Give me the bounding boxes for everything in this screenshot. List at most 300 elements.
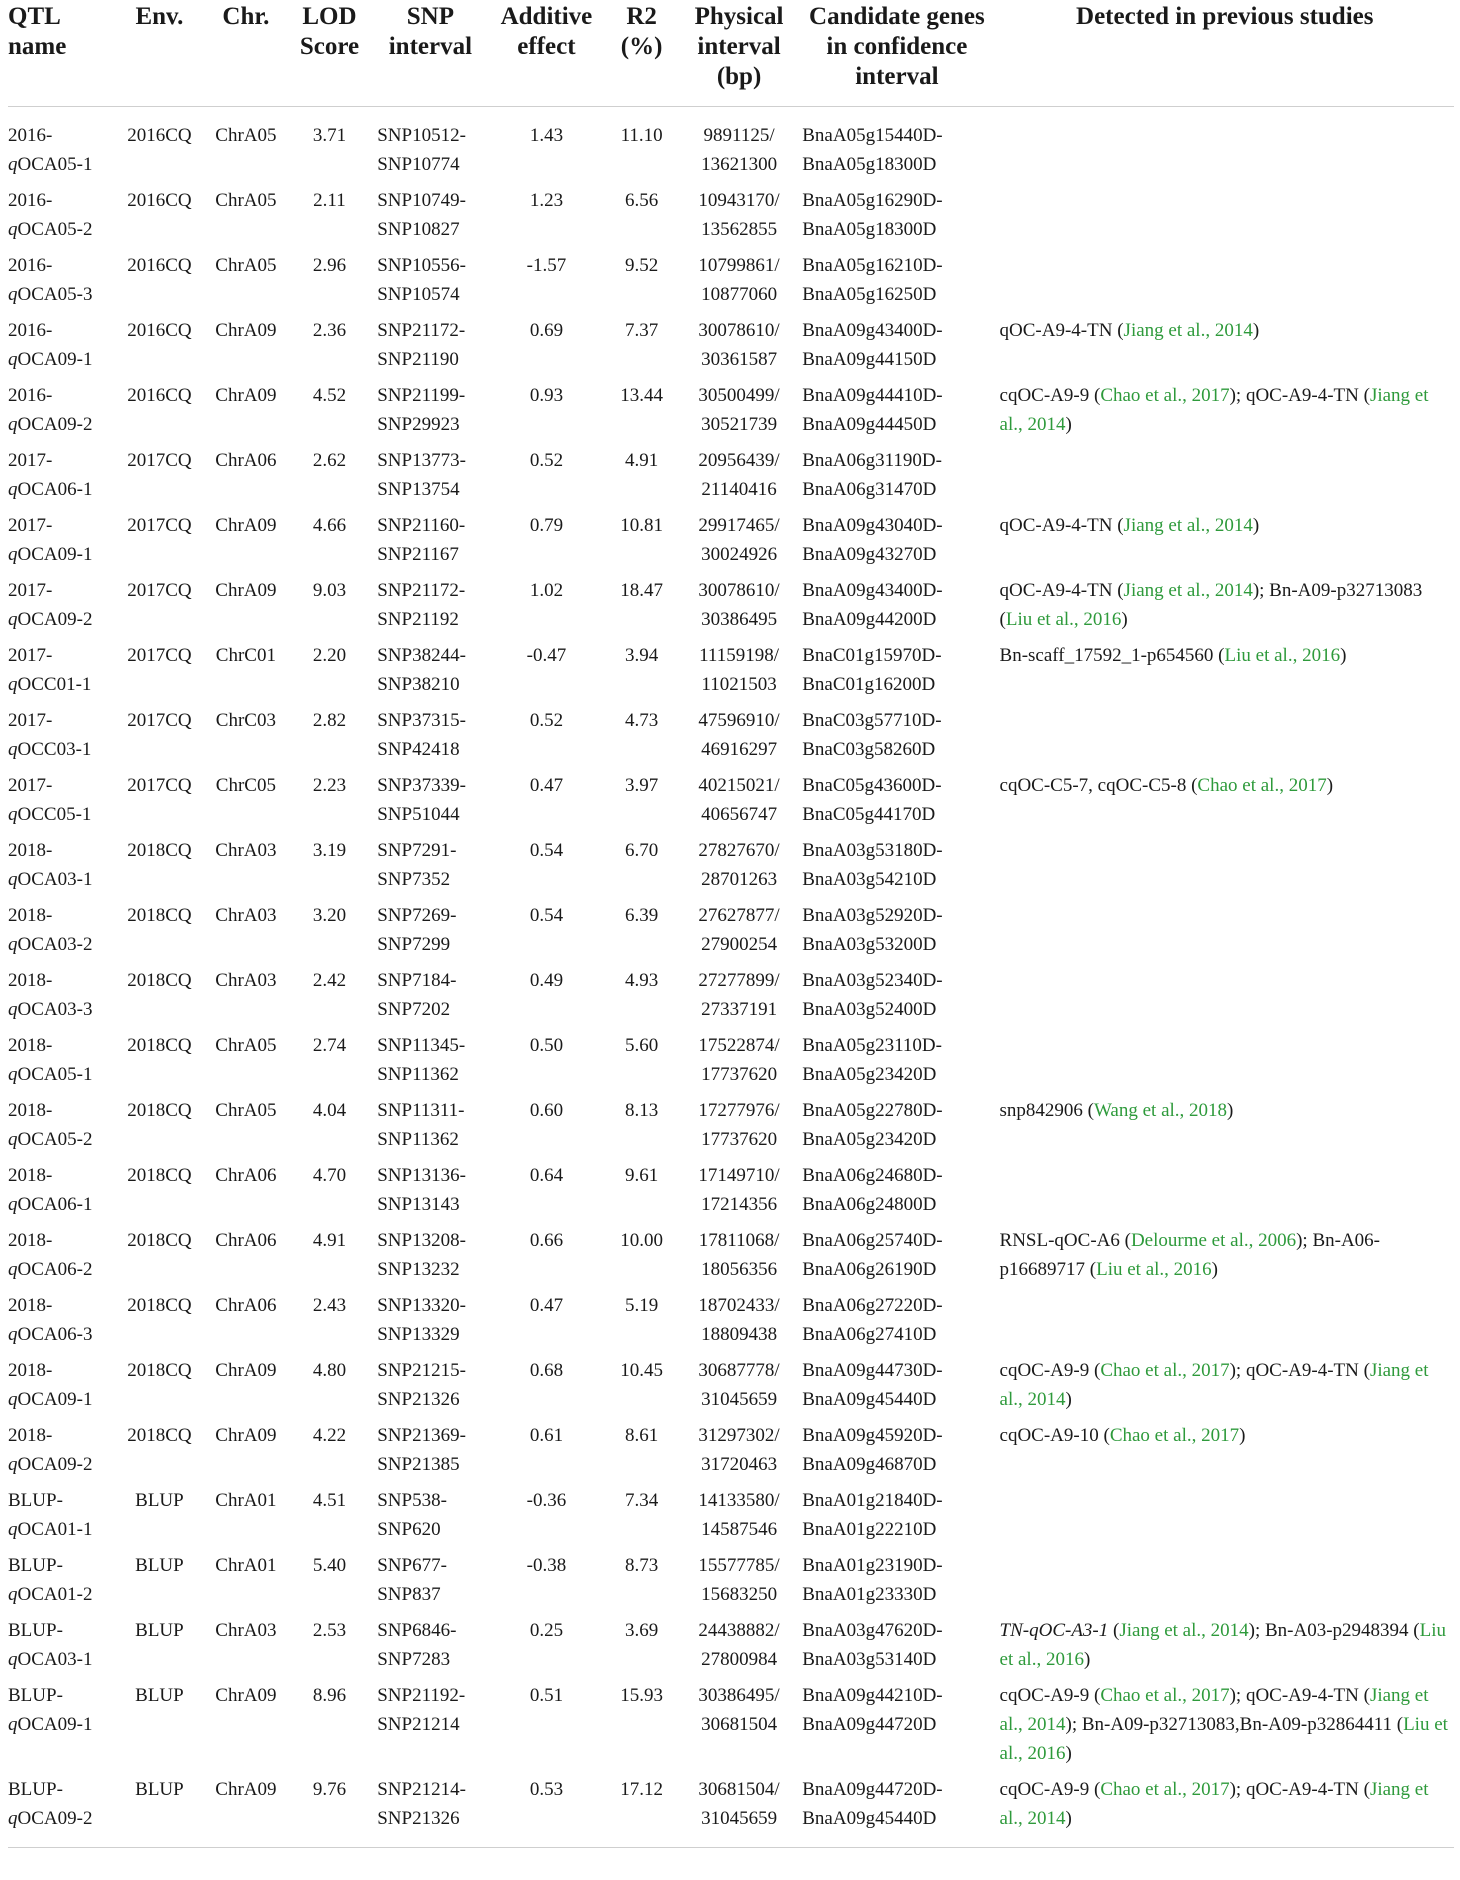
r2-value: 15.93 [620, 1685, 663, 1706]
table-row [8, 511, 1454, 576]
additive-cell [490, 1616, 604, 1681]
gene-start: BnaA09g45920D- [802, 1425, 943, 1446]
r2-cell [603, 576, 680, 641]
lod-value: 2.43 [312, 1295, 347, 1316]
gene-end: BnaA05g23420D [802, 1129, 937, 1150]
physical-end: 11021503 [701, 674, 777, 695]
table-header [8, 0, 1454, 107]
citation-link[interactable]: Jiang et al., 2014 [999, 1779, 1429, 1829]
qtl-name-q: q [8, 154, 18, 175]
chr-cell [204, 1226, 288, 1291]
env-cell [115, 1031, 204, 1096]
qtl-name-prefix: 2016- [8, 125, 53, 146]
qtl-name-q: q [8, 804, 18, 825]
lod-value: 4.70 [312, 1165, 347, 1186]
citation-link[interactable]: Jiang et al., 2014 [1123, 580, 1253, 601]
gene-end: BnaC01g16200D [802, 674, 936, 695]
qtl-name-prefix: 2016- [8, 385, 53, 406]
physical-end: 27800984 [701, 1649, 778, 1670]
snp-start: SNP538- [377, 1490, 447, 1511]
qtl-name-prefix: 2017- [8, 515, 53, 536]
chr-value: ChrC01 [215, 645, 276, 666]
snp-start: SNP13136- [377, 1165, 466, 1186]
snp-cell [371, 107, 489, 187]
additive-cell [490, 1421, 604, 1486]
r2-value: 10.00 [620, 1230, 663, 1251]
qtl-name-q: q [8, 1584, 18, 1605]
previous-studies-cell [996, 1356, 1454, 1421]
r2-value: 8.73 [624, 1555, 659, 1576]
r2-cell [603, 1031, 680, 1096]
gene-end: BnaA09g46870D [802, 1454, 937, 1475]
header-snp: SNP interval [388, 3, 473, 60]
chr-value: ChrA09 [215, 580, 277, 601]
gene-end: BnaA03g53200D [802, 934, 937, 955]
genes-cell [798, 1775, 995, 1848]
lod-value: 4.51 [312, 1490, 347, 1511]
previous-text: qOC-A9-4-TN ( [999, 580, 1124, 601]
additive-cell [490, 381, 604, 446]
snp-cell [371, 1486, 489, 1551]
table-row [8, 316, 1454, 381]
qtl-name-rest: OCA03-3 [17, 999, 93, 1020]
additive-value: -1.57 [526, 255, 567, 276]
lod-cell [288, 1775, 372, 1848]
genes-cell [798, 1291, 995, 1356]
lod-value: 2.74 [312, 1035, 347, 1056]
gene-start: BnaA09g44720D- [802, 1779, 943, 1800]
gene-end: BnaA05g23420D [802, 1064, 937, 1085]
previous-text: ); Bn-A06-p16689717 ( [999, 1230, 1381, 1280]
env-value: 2016CQ [127, 190, 192, 211]
r2-cell [603, 1161, 680, 1226]
physical-start: 27277899/ [698, 970, 780, 991]
gene-end: BnaA01g22210D [802, 1519, 937, 1540]
qtl-table [8, 0, 1454, 1848]
snp-cell [371, 901, 489, 966]
previous-studies-cell [996, 1775, 1454, 1848]
previous-studies-cell [996, 641, 1454, 706]
qtl-name-rest: OCA09-2 [17, 414, 93, 435]
r2-value: 6.39 [624, 905, 659, 926]
physical-start: 24438882/ [698, 1620, 780, 1641]
previous-studies-cell [996, 1616, 1454, 1681]
lod-value: 9.76 [312, 1779, 347, 1800]
previous-studies-cell [996, 1291, 1454, 1356]
physical-start: 29917465/ [698, 515, 780, 536]
snp-cell [371, 1616, 489, 1681]
r2-value: 9.61 [624, 1165, 659, 1186]
qtl-name-rest: OCA01-1 [17, 1519, 93, 1540]
lod-cell [288, 1616, 372, 1681]
chr-cell [204, 966, 288, 1031]
chr-value: ChrA03 [215, 905, 277, 926]
qtl-name-rest: OCA01-2 [17, 1584, 93, 1605]
physical-start: 20956439/ [698, 450, 780, 471]
additive-value: 0.68 [529, 1360, 564, 1381]
snp-end: SNP7299 [377, 934, 451, 955]
additive-cell [490, 1226, 604, 1291]
citation-link[interactable]: Chao et al., 2017 [1109, 1425, 1240, 1446]
chr-cell [204, 186, 288, 251]
header-additive: Additive effect [500, 3, 593, 60]
citation-link[interactable]: Jiang et al., 2014 [999, 1360, 1429, 1410]
r2-cell [603, 107, 680, 187]
citation-link[interactable]: Delourme et al., 2006 [1130, 1230, 1297, 1251]
qtl-name-rest: OCA05-2 [17, 219, 93, 240]
citation-link[interactable]: Jiang et al., 2014 [999, 1685, 1429, 1735]
gene-end: BnaC05g44170D [802, 804, 936, 825]
additive-cell [490, 107, 604, 187]
citation-link[interactable]: Chao et al., 2017 [1100, 1685, 1230, 1706]
chr-cell [204, 1291, 288, 1356]
qtl-name-prefix: 2018- [8, 1035, 53, 1056]
genes-cell [798, 966, 995, 1031]
gene-end: BnaA09g44150D [802, 349, 937, 370]
table-row [8, 1421, 1454, 1486]
header-qtl-name: QTL name [8, 3, 67, 60]
gene-start: BnaA03g52340D- [802, 970, 943, 991]
gene-start: BnaA06g25740D- [802, 1230, 943, 1251]
physical-start: 17522874/ [698, 1035, 780, 1056]
env-value: 2016CQ [127, 385, 192, 406]
snp-cell [371, 1291, 489, 1356]
chr-cell [204, 836, 288, 901]
gene-end: BnaC03g58260D [802, 739, 936, 760]
citation-link[interactable]: Liu et al., 2016 [1096, 1259, 1212, 1280]
physical-start: 9891125/ [703, 125, 775, 146]
qtl-name-q: q [8, 609, 18, 630]
snp-cell [371, 771, 489, 836]
physical-cell [680, 1291, 798, 1356]
qtl-name-rest: OCA06-1 [17, 1194, 93, 1215]
table-row [8, 446, 1454, 511]
qtl-name [8, 576, 115, 641]
env-value: 2016CQ [127, 320, 192, 341]
chr-cell [204, 901, 288, 966]
gene-end: BnaA06g31470D [802, 479, 937, 500]
citation-link[interactable]: Chao et al., 2017 [1100, 385, 1230, 406]
snp-cell [371, 576, 489, 641]
additive-cell [490, 966, 604, 1031]
additive-value: 0.52 [529, 710, 564, 731]
snp-start: SNP7291- [377, 840, 457, 861]
physical-cell [680, 1031, 798, 1096]
r2-value: 17.12 [620, 1779, 663, 1800]
physical-cell [680, 901, 798, 966]
snp-start: SNP6846- [377, 1620, 457, 1641]
lod-value: 9.03 [312, 580, 347, 601]
additive-cell [490, 186, 604, 251]
env-value: 2017CQ [127, 515, 192, 536]
gene-end: BnaA09g44200D [802, 609, 937, 630]
additive-value: 0.64 [529, 1165, 564, 1186]
gene-end: BnaA03g52400D [802, 999, 937, 1020]
header-physical: Physical interval (bp) [694, 3, 784, 90]
physical-cell [680, 641, 798, 706]
lod-value: 4.22 [312, 1425, 347, 1446]
snp-start: SNP21172- [377, 320, 466, 341]
genes-cell [798, 1226, 995, 1291]
chr-cell [204, 316, 288, 381]
additive-value: 0.51 [529, 1685, 564, 1706]
snp-cell [371, 251, 489, 316]
physical-start: 30386495/ [698, 1685, 780, 1706]
snp-end: SNP10574 [377, 284, 460, 305]
qtl-name-rest: OCA09-2 [17, 609, 93, 630]
snp-cell [371, 641, 489, 706]
env-cell [115, 836, 204, 901]
gene-end: BnaA06g24800D [802, 1194, 937, 1215]
previous-text: cqOC-A9-9 ( [999, 1685, 1101, 1706]
qtl-name [8, 316, 115, 381]
r2-cell [603, 316, 680, 381]
chr-value: ChrA01 [215, 1555, 277, 1576]
snp-end: SNP42418 [377, 739, 460, 760]
r2-value: 11.10 [620, 125, 663, 146]
qtl-name [8, 107, 115, 187]
previous-studies-cell [996, 511, 1454, 576]
citation-link[interactable]: Chao et al., 2017 [1100, 1779, 1230, 1800]
previous-text: cqOC-A9-9 ( [999, 1360, 1101, 1381]
previous-text: RNSL-qOC-A6 ( [999, 1230, 1131, 1251]
additive-cell [490, 446, 604, 511]
physical-end: 13621300 [701, 154, 778, 175]
additive-value: 0.49 [529, 970, 564, 991]
qtl-name-rest: OCA03-1 [17, 1649, 93, 1670]
r2-value: 10.45 [620, 1360, 663, 1381]
additive-cell [490, 1161, 604, 1226]
qtl-name-rest: OCA09-1 [17, 1714, 93, 1735]
snp-end: SNP21167 [377, 544, 459, 565]
additive-cell [490, 576, 604, 641]
env-value: 2018CQ [127, 970, 192, 991]
physical-start: 47596910/ [698, 710, 780, 731]
table-row [8, 706, 1454, 771]
citation-link[interactable]: Jiang et al., 2014 [999, 385, 1429, 435]
physical-cell [680, 381, 798, 446]
previous-text: ) [1211, 1259, 1218, 1280]
chr-value: ChrA05 [215, 125, 277, 146]
qtl-name-prefix: 2018- [8, 1360, 53, 1381]
previous-studies-cell [996, 1486, 1454, 1551]
previous-text: ); qOC-A9-4-TN ( [1229, 1360, 1370, 1381]
gene-start: BnaC01g15970D- [802, 645, 942, 666]
citation-link[interactable]: Jiang et al., 2014 [1123, 515, 1253, 536]
lod-value: 2.53 [312, 1620, 347, 1641]
snp-cell [371, 1031, 489, 1096]
snp-cell [371, 316, 489, 381]
env-value: 2017CQ [127, 450, 192, 471]
r2-value: 4.93 [624, 970, 659, 991]
qtl-name-q: q [8, 999, 18, 1020]
citation-link[interactable]: Jiang et al., 2014 [1123, 320, 1253, 341]
lod-value: 2.82 [312, 710, 347, 731]
additive-cell [490, 641, 604, 706]
chr-cell [204, 641, 288, 706]
gene-start: BnaA05g16290D- [802, 190, 943, 211]
physical-end: 30361587 [701, 349, 778, 370]
additive-cell [490, 1031, 604, 1096]
qtl-name-prefix: 2018- [8, 905, 53, 926]
additive-value: 0.60 [529, 1100, 564, 1121]
physical-start: 10799861/ [698, 255, 780, 276]
snp-start: SNP37339- [377, 775, 466, 796]
lod-cell [288, 966, 372, 1031]
physical-end: 30681504 [701, 1714, 778, 1735]
lod-value: 4.80 [312, 1360, 347, 1381]
r2-cell [603, 901, 680, 966]
r2-cell [603, 446, 680, 511]
physical-end: 31045659 [701, 1389, 778, 1410]
citation-link[interactable]: Liu et al., 2016 [999, 1714, 1448, 1764]
previous-text: Bn-scaff_17592_1-p654560 ( [999, 645, 1225, 666]
r2-cell [603, 1775, 680, 1848]
previous-text: cqOC-C5-7, cqOC-C5-8 ( [999, 775, 1198, 796]
env-cell [115, 771, 204, 836]
previous-text: ) [1252, 515, 1260, 536]
snp-end: SNP7352 [377, 869, 451, 890]
env-value: 2018CQ [127, 1165, 192, 1186]
physical-start: 17277976/ [698, 1100, 780, 1121]
chr-value: ChrA06 [215, 450, 277, 471]
citation-link[interactable]: Chao et al., 2017 [1100, 1360, 1230, 1381]
qtl-name-rest: OCA09-1 [17, 349, 93, 370]
lod-value: 2.42 [312, 970, 347, 991]
chr-value: ChrC05 [215, 775, 276, 796]
previous-text: cqOC-A9-9 ( [999, 385, 1101, 406]
snp-start: SNP10556- [377, 255, 466, 276]
chr-cell [204, 1486, 288, 1551]
qtl-name-q: q [8, 349, 18, 370]
table-body [8, 107, 1454, 1848]
snp-start: SNP21214- [377, 1779, 466, 1800]
qtl-name-q: q [8, 1714, 18, 1735]
header-genes: Candidate genes in confidence interval [809, 3, 985, 90]
r2-value: 8.61 [624, 1425, 659, 1446]
lod-cell [288, 771, 372, 836]
chr-cell [204, 1356, 288, 1421]
additive-cell [490, 251, 604, 316]
snp-start: SNP37315- [377, 710, 466, 731]
env-cell [115, 706, 204, 771]
lod-cell [288, 381, 372, 446]
qtl-name [8, 446, 115, 511]
table-row [8, 1226, 1454, 1291]
genes-cell [798, 706, 995, 771]
citation-link[interactable]: Liu et al., 2016 [1005, 609, 1122, 630]
previous-text: qOC-A9-4-TN ( [999, 515, 1124, 536]
r2-value: 9.52 [624, 255, 659, 276]
qtl-name-q: q [8, 1194, 18, 1215]
env-value: 2016CQ [127, 125, 192, 146]
chr-value: ChrA05 [215, 1035, 277, 1056]
qtl-name-rest: OCA05-3 [17, 284, 93, 305]
table-row [8, 1775, 1454, 1848]
chr-value: ChrA05 [215, 255, 277, 276]
genes-cell [798, 446, 995, 511]
gene-start: BnaA03g47620D- [802, 1620, 943, 1641]
gene-start: BnaA05g23110D- [802, 1035, 942, 1056]
physical-end: 28701263 [701, 869, 778, 890]
r2-cell [603, 381, 680, 446]
lod-value: 2.11 [313, 190, 346, 211]
chr-cell [204, 1616, 288, 1681]
chr-value: ChrA06 [215, 1230, 277, 1251]
gene-end: BnaA09g45440D [802, 1808, 937, 1829]
citation-link[interactable]: Chao et al., 2017 [1197, 775, 1327, 796]
env-value: BLUP [135, 1555, 184, 1576]
r2-cell [603, 1616, 680, 1681]
env-value: 2018CQ [127, 1295, 192, 1316]
previous-studies-cell [996, 186, 1454, 251]
qtl-name-rest: OCA05-2 [17, 1129, 93, 1150]
qtl-name [8, 1486, 115, 1551]
physical-start: 30500499/ [698, 385, 780, 406]
lod-cell [288, 1356, 372, 1421]
chr-value: ChrA01 [215, 1490, 277, 1511]
previous-studies-cell [996, 316, 1454, 381]
lod-cell [288, 186, 372, 251]
gene-start: BnaA09g43400D- [802, 580, 943, 601]
physical-cell [680, 186, 798, 251]
citation-link[interactable]: Wang et al., 2018 [1094, 1100, 1228, 1121]
r2-cell [603, 1291, 680, 1356]
chr-value: ChrA03 [215, 970, 277, 991]
physical-start: 11159198/ [699, 645, 779, 666]
env-value: 2017CQ [127, 710, 192, 731]
env-value: 2018CQ [127, 840, 192, 861]
citation-link[interactable]: Liu et al., 2016 [999, 1620, 1446, 1670]
qtl-name-q: q [8, 1454, 18, 1475]
qtl-name [8, 706, 115, 771]
citation-link[interactable]: Liu et al., 2016 [1224, 645, 1341, 666]
chr-cell [204, 771, 288, 836]
snp-end: SNP13143 [377, 1194, 460, 1215]
snp-start: SNP13320- [377, 1295, 466, 1316]
physical-cell [680, 771, 798, 836]
table-row [8, 1551, 1454, 1616]
gene-start: BnaA05g15440D- [802, 125, 943, 146]
chr-cell [204, 576, 288, 641]
qtl-name [8, 771, 115, 836]
physical-cell [680, 1421, 798, 1486]
chr-cell [204, 511, 288, 576]
additive-value: 0.50 [529, 1035, 564, 1056]
r2-value: 18.47 [620, 580, 663, 601]
lod-value: 4.52 [312, 385, 347, 406]
previous-studies-cell [996, 966, 1454, 1031]
qtl-name-rest: OCA05-1 [17, 1064, 93, 1085]
header-env: Env. [135, 3, 184, 30]
snp-end: SNP21326 [377, 1389, 460, 1410]
chr-cell [204, 1681, 288, 1775]
snp-end: SNP21214 [377, 1714, 460, 1735]
chr-cell [204, 251, 288, 316]
gene-start: BnaA06g24680D- [802, 1165, 943, 1186]
gene-end: BnaA09g44720D [802, 1714, 937, 1735]
citation-link[interactable]: Jiang et al., 2014 [1119, 1620, 1249, 1641]
physical-end: 17737620 [701, 1064, 778, 1085]
qtl-name-prefix: BLUP- [8, 1685, 63, 1706]
chr-value: ChrC03 [215, 710, 276, 731]
lod-value: 2.62 [312, 450, 347, 471]
env-cell [115, 1775, 204, 1848]
genes-cell [798, 1486, 995, 1551]
snp-end: SNP13232 [377, 1259, 460, 1280]
snp-start: SNP21172- [377, 580, 466, 601]
chr-cell [204, 1096, 288, 1161]
